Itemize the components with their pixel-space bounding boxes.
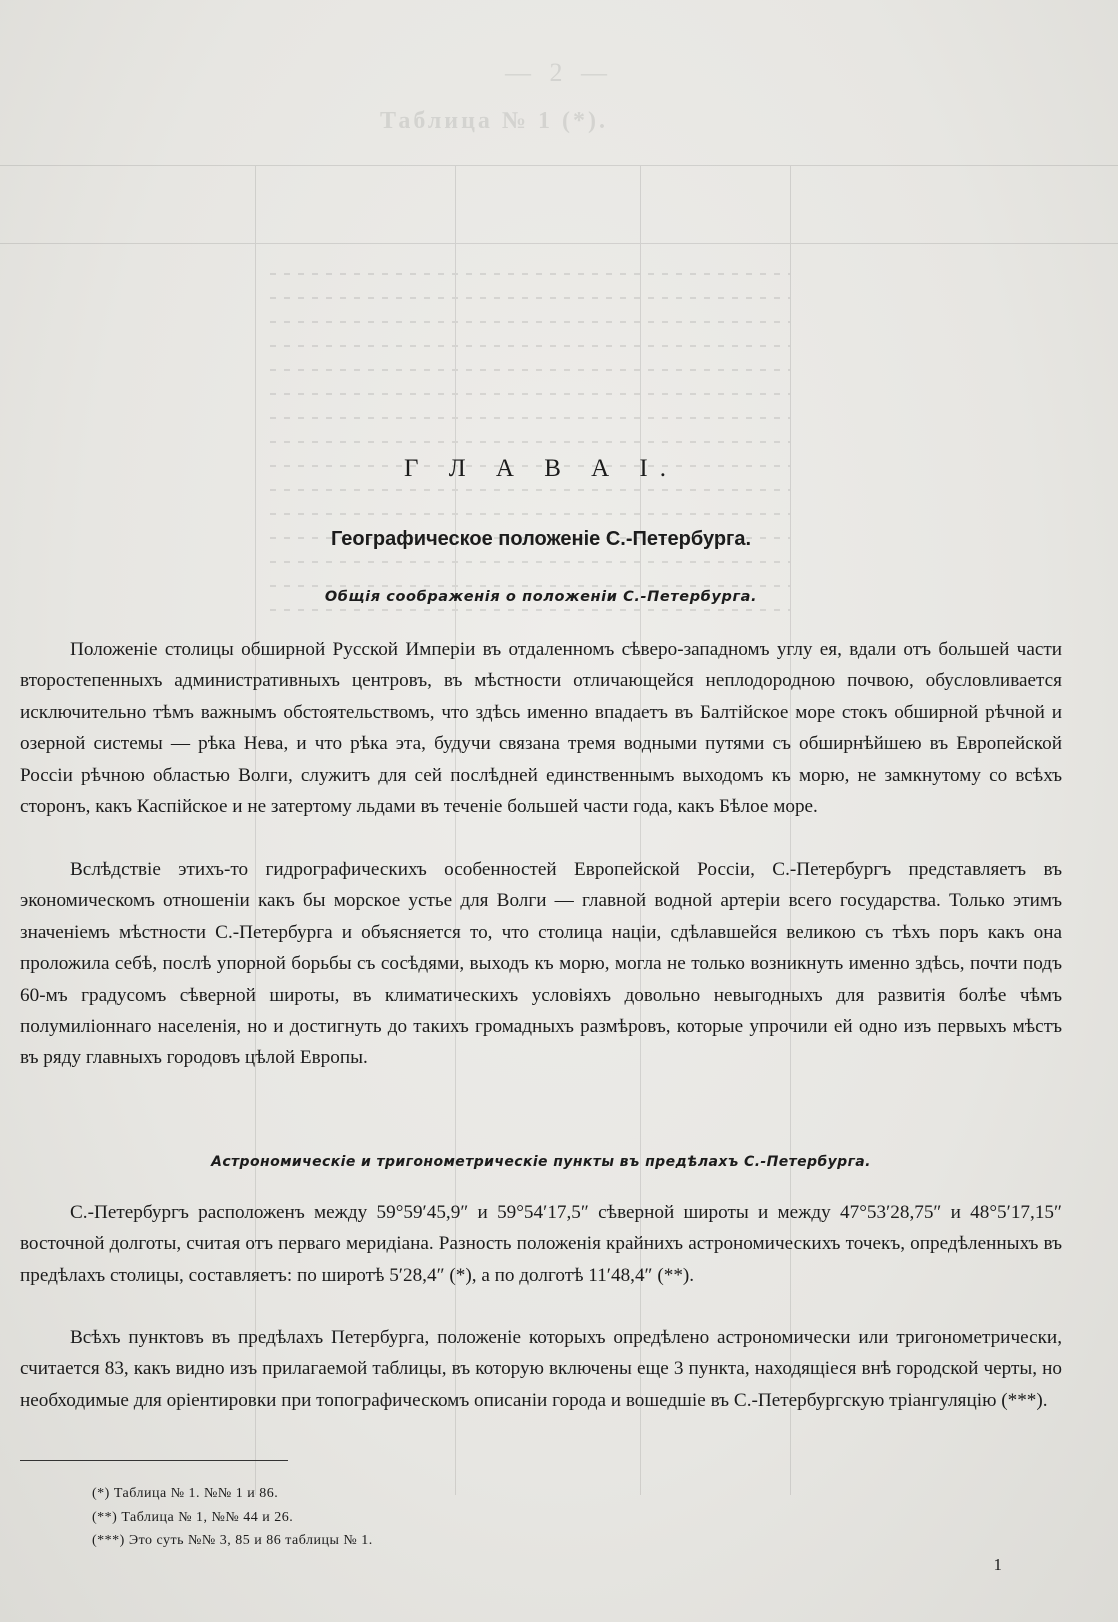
footnotes xyxy=(92,1482,373,1553)
footnote-divider xyxy=(20,1460,288,1461)
paragraph: С.-Петербургъ расположенъ между 59°59′45,9″ и 59°54′17,5″ сѣверной широты и между 47°53′28,75″ и 48°5′17,15″ восточной долготы, считая отъ перваго меридіана. Разность положенія крайнихъ астрономическихъ точекъ, опредѣленныхъ въ предѣлахъ столицы, составляетъ: по широтѣ 5′28,4″ (*), а по долготѣ 11′48,4″ (**). xyxy=(20,1202,1062,1286)
section-heading: Географическое положеніе С.-Петербурга. xyxy=(330,528,752,550)
paragraph: Всѣхъ пунктовъ въ предѣлахъ Петербурга, положеніе которыхъ опредѣлено астрономически или тригонометрически, считается 83, какъ видно изъ прилагаемой таблицы, въ которую включены еще 3 пункта, находящіеся внѣ городской черты, но необходимые для оріентировки при топографическомъ описаніи города и вошедшіе въ С.-Петербургскую тріангуляцію (***). xyxy=(20,1327,1062,1411)
paragraph: Положеніе столицы обширной Русской Имперіи въ отдаленномъ сѣверо-западномъ углу ея, вдали отъ большей части второстепенныхъ административныхъ центровъ, въ мѣстности отличающейся неплодородною почвою, обусловливается исключительно тѣмъ важнымъ обстоятельствомъ, что здѣсь именно впадаетъ въ Балтійское море стокъ обширной рѣчной и озерной системы — рѣка Нева, и что рѣка эта, будучи связана тремя водными путями съ обширнѣйшею въ Европейской Россіи рѣчною областью Волги, служитъ для сей послѣдней единственнымъ выходомъ къ морю, не замкнутому со всѣхъ сторонъ, какъ Каспійское и не затертому льдами въ теченіе большей части года, какъ Бѣлое море. xyxy=(20,639,1062,818)
paragraph: Вслѣдствіе этихъ-то гидрографическихъ особенностей Европейской Россіи, С.-Петербургъ представляетъ въ экономическомъ отношеніи какъ бы морское устье для Волги — главной водной артеріи всего государства. Только этимъ значеніемъ мѣстности С.-Петербурга и объясняется то, что столица націи, сдѣлавшейся великою съ тѣхъ поръ какъ она проложила себѣ, послѣ упорной борьбы съ сосѣдями, выходъ къ морю, могла не только возникнуть именно здѣсь, почти подъ 60-мъ градусомъ сѣверной широты, въ климатическихъ условіяхъ довольно невыгодныхъ для развитія болѣе чѣмъ полумиліоннаго населенія, но и достигнуть до такихъ громадныхъ размѣровъ, которые упрочили ей одно изъ первыхъ мѣстъ въ ряду главныхъ городовъ цѣлой Европы. xyxy=(20,859,1062,1069)
bleed-through-table xyxy=(0,165,1118,1495)
page-number: 1 xyxy=(993,1555,1002,1574)
footnote: (*) Таблица № 1. №№ 1 и 86. xyxy=(92,1486,279,1501)
bleed-through-header: — 2 — xyxy=(505,58,613,87)
subsection-heading-general: Общія соображенія о положеніи С.-Петербурга. xyxy=(324,589,758,605)
footnote: (***) Это суть №№ 3, 85 и 86 таблицы № 1. xyxy=(92,1533,373,1548)
footnote: (**) Таблица № 1, №№ 44 и 26. xyxy=(92,1509,294,1525)
bleed-through-table-title: Таблица № 1 (*). xyxy=(380,108,609,134)
chapter-heading: Г Л А В А I. xyxy=(403,455,679,482)
subsection-heading-astronomical: Астрономическіе и тригонометрическіе пункты въ предѣлахъ С.-Петербурга. xyxy=(211,1154,871,1170)
